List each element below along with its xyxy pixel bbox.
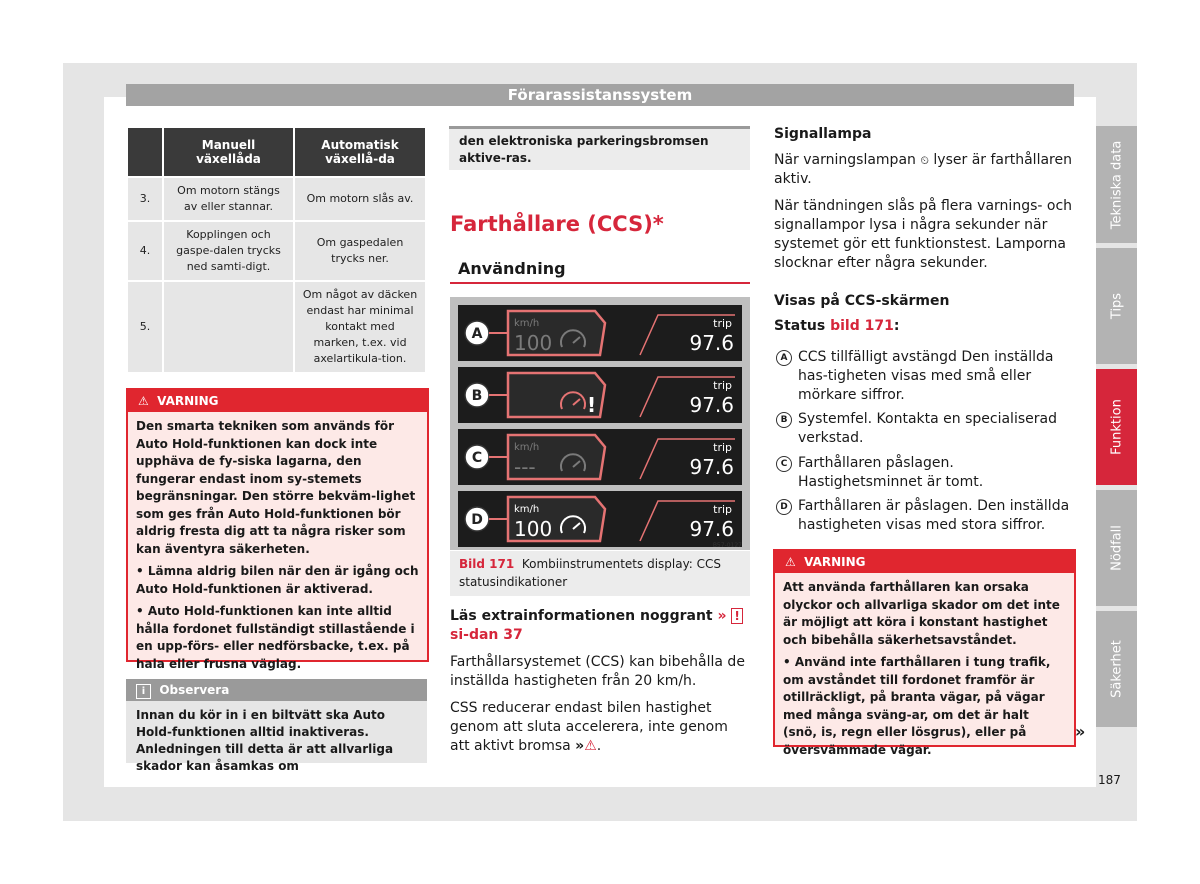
cruise-control-icon: ⏲ xyxy=(920,154,929,167)
tab-tekniska-data[interactable]: Tekniska data xyxy=(1096,126,1137,243)
trip-value: 97.6 xyxy=(689,331,734,355)
trip-label: trip xyxy=(713,503,732,516)
trip-label: trip xyxy=(713,441,732,454)
set-speed: 100 xyxy=(514,331,553,355)
warning-bullet: • Använd inte farthållaren i tung trafik, om avståndet till fordonet framför är otillräckligt, på branta vägar, på vägar med många sväng-ar, om det är halt (snö, is, regn eller lösgrus), eller på översvämmade vägar. xyxy=(783,655,1051,757)
figure-171 xyxy=(450,297,750,550)
speed-unit: km/h xyxy=(514,442,540,453)
gearbox-table xyxy=(126,126,427,374)
status-item-a: A CCS tillfälligt avstängd Den inställda has-tigheten visas med små eller mörkare siffror. xyxy=(774,348,1074,405)
warning-text: Att använda farthållaren kan orsaka olyckor och allvarliga skador om det inte är möjligt att köra i konstant hastighet och bibehålla säkerhetsavståndet. xyxy=(783,580,1060,647)
figure-reference-link[interactable]: bild 171 xyxy=(830,318,894,334)
section-title: Farthållare (CCS)* xyxy=(450,212,664,236)
link-arrow-icon: » xyxy=(717,608,727,624)
speed-unit: km/h xyxy=(514,318,540,329)
warning-box-right xyxy=(773,549,1076,757)
page-reference-link[interactable]: si-dan 37 xyxy=(450,627,523,643)
display-panel xyxy=(458,305,742,361)
set-speed: 100 xyxy=(514,517,553,541)
paragraph: CSS reducerar endast bilen hastighet genom att sluta accelerera, inte genom att aktivt bromsa »⚠. xyxy=(450,700,728,754)
trip-label: trip xyxy=(713,317,732,330)
status-line: Status bild 171: xyxy=(774,318,900,334)
display-panel xyxy=(458,491,742,547)
trip-value: 97.6 xyxy=(689,517,734,541)
trip-value: 97.6 xyxy=(689,393,734,417)
speed-unit: km/h xyxy=(514,504,540,515)
warning-header: ⚠ VARNING xyxy=(775,551,1074,573)
letter-c-icon: C xyxy=(776,456,792,472)
chapter-header: Förarassistanssystem xyxy=(126,84,1074,106)
letter-d-icon: D xyxy=(776,499,792,515)
display-panel xyxy=(458,367,742,423)
tab-sakerhet[interactable]: Säkerhet xyxy=(1096,611,1137,727)
note-box: i Observera Innan du kör in i en biltvätt ska Auto Hold-funktionen alltid inaktiveras. Anledningen till detta är att allvarliga skador kan åsamkas om xyxy=(126,679,427,763)
note-text: Innan du kör in i en biltvätt ska Auto Hold-funktionen alltid inaktiveras. Anledningen till detta är att allvarliga skador kan åsamkas om xyxy=(136,708,394,773)
paragraph: När varningslampan ⏲ lyser är farthållaren aktiv. xyxy=(774,152,1072,187)
cluster-display-figure xyxy=(450,297,750,550)
continued-note: den elektroniska parkeringsbromsen aktive-ras. xyxy=(449,126,750,170)
paragraph: När tändningen slås på flera varnings- och signallampor lysa i några sekunder när systemet gör ett funktionstest. Lamporna slocknar efter några sekunder. xyxy=(774,198,1073,271)
tab-funktion[interactable]: Funktion xyxy=(1096,369,1137,485)
warning-bullet: • Lämna aldrig bilen när den är igång och Auto Hold-funktionen är aktiverad. xyxy=(136,564,419,596)
figure-code: B57-0127 xyxy=(712,542,742,549)
trip-value: 97.6 xyxy=(689,455,734,479)
table-row: 4. Kopplingen och gaspe-dalen trycks ned samti-digt. Om gaspedalen trycks ner. xyxy=(127,221,426,281)
warning-triangle-icon: ⚠ xyxy=(584,738,597,754)
trip-label: trip xyxy=(713,379,732,392)
status-item-b: B Systemfel. Kontakta en specialiserad verkstad. xyxy=(774,410,1074,448)
info-icon: i xyxy=(136,684,151,699)
tab-tips[interactable]: Tips xyxy=(1096,248,1137,364)
warning-bullet: • Auto Hold-funktionen kan inte alltid hålla fordonet fullständigt stillastående i en upp-förs- eller nedförsbacke, t.ex. på hala eller frusna väglag. xyxy=(136,604,415,671)
table-header-auto: Automatisk växellå-da xyxy=(294,127,426,177)
table-header-manual: Manuell växellåda xyxy=(163,127,294,177)
tab-nodfall[interactable]: Nödfall xyxy=(1096,490,1137,606)
display-title: Visas på CCS-skärmen xyxy=(774,293,950,309)
error-icon: ! xyxy=(587,393,597,417)
status-item-d: D Farthållaren är påslagen. Den inställda hastigheten visas med stora siffror. xyxy=(774,497,1074,535)
panel-letter: D xyxy=(471,512,483,528)
signal-title: Signallampa xyxy=(774,126,872,142)
panel-letter: C xyxy=(471,450,483,466)
warning-header: ⚠ VARNING xyxy=(128,390,427,412)
book-icon: ! xyxy=(731,608,742,624)
link-arrow-icon: » xyxy=(575,738,585,754)
panel-letter: B xyxy=(471,388,483,404)
warning-text: Den smarta tekniken som används för Auto Hold-funktionen kan dock inte upphäva de fy-siska lagarna, den fungerar endast inom sy-stemets begränsningar. Den större bekväm-lighet som ges från Auto Hold-funktionen bör aldrig fresta dig att ta några risker som kan äventyra säkerheten. xyxy=(136,419,416,556)
table-row: 5. Om något av däcken endast har minimal kontakt med marken, t.ex. vid axelartikula-tion. xyxy=(127,281,426,373)
table-row: 3. Om motorn stängs av eller stannar. Om motorn slås av. xyxy=(127,177,426,221)
continue-arrow-icon: » xyxy=(1075,722,1086,741)
table-header-num xyxy=(127,127,163,177)
paragraph: Farthållarsystemet (CCS) kan bibehålla de inställda hastigheten från 20 km/h. xyxy=(450,654,745,689)
warning-icon: ⚠ xyxy=(785,555,796,569)
section-subtitle: Användning xyxy=(450,256,750,284)
panel-letter: A xyxy=(471,326,483,342)
letter-b-icon: B xyxy=(776,412,792,428)
warning-icon: ⚠ xyxy=(138,394,149,408)
display-panel xyxy=(458,429,742,485)
set-speed: --- xyxy=(514,455,536,479)
read-more: Läs extrainformationen noggrant » ! si-dan 37 xyxy=(450,607,750,645)
status-item-c: C Farthållaren påslagen. Hastighetsminnet är tomt. xyxy=(774,454,1074,492)
warning-box-left xyxy=(126,388,429,671)
page-number: 187 xyxy=(1098,773,1121,787)
letter-a-icon: A xyxy=(776,350,792,366)
figure-caption: Bild 171 Kombiinstrumentets display: CCS statusindikationer xyxy=(450,551,750,596)
